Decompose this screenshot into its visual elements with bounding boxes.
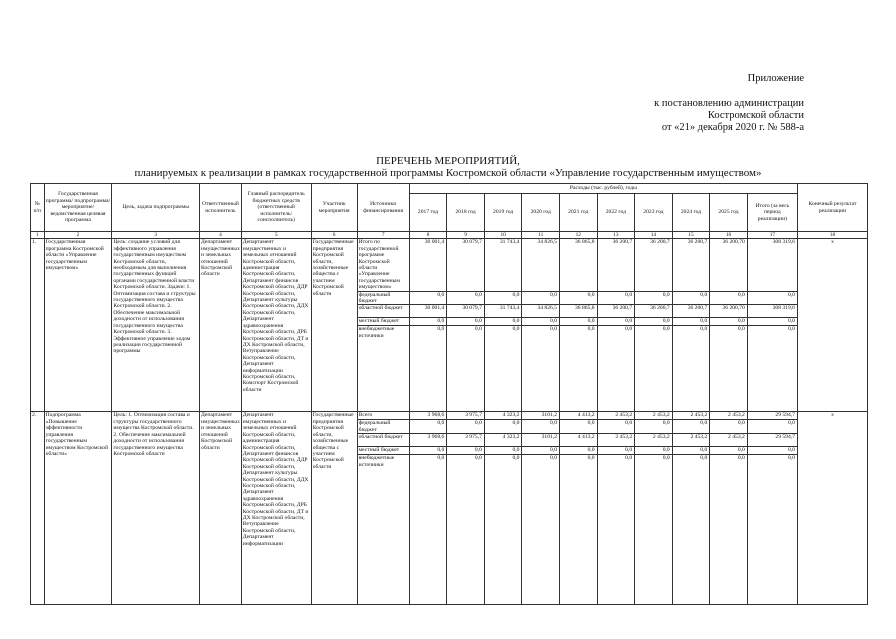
row-number: 1. [31, 239, 45, 412]
value-cell: 2 453,2 [597, 412, 635, 420]
row-goal: Цель: создание условий для эффективного управления государственным имуществом Костромской области, необходимым для выполнения государственных функций органами государственной власти Костромской области. Задачи: 1. Оптимизация состава и структуры государственного имущества Костромской области. 2. Обеспечение максимальной доходности от использования государственного имущества Костромской области. 3. Эффективное управление ходом реализации государственной программы [112, 239, 200, 412]
total-cell: 308 319,6 [747, 305, 797, 318]
source-cell: внебюджетные источники [357, 455, 409, 605]
value-cell: 0,0 [522, 420, 560, 434]
value-cell: 36 200,7 [597, 239, 635, 291]
document-title: ПЕРЕЧЕНЬ МЕРОПРИЯТИЙ, [376, 155, 520, 167]
total-cell: 0,0 [747, 447, 797, 455]
value-cell: 0,0 [484, 447, 522, 455]
total-cell: 0,0 [747, 455, 797, 605]
value-cell: 0,0 [522, 455, 560, 605]
value-cell: 0,0 [484, 420, 522, 434]
value-cell: 3 968,6 [409, 434, 447, 447]
row-executor: Департамент имущественных и земельных отношений Костромской области [200, 239, 242, 412]
col-total: Итого (за весь период реализации) [747, 194, 797, 232]
total-cell: 308 319,6 [747, 239, 797, 291]
value-cell: 0,0 [710, 318, 748, 326]
value-cell: 0,0 [484, 455, 522, 605]
col-number: 12 [560, 232, 598, 239]
table-row [31, 412, 868, 420]
col-year: 2018 год [447, 194, 485, 232]
value-cell: 36 200,70 [710, 239, 748, 291]
value-cell: 0,0 [597, 318, 635, 326]
source-cell: областной бюджет [357, 434, 409, 447]
value-cell: 0,0 [409, 318, 447, 326]
value-cell: 30 001,4 [409, 239, 447, 291]
value-cell: 0,0 [672, 455, 710, 605]
value-cell: 3101,2 [522, 434, 560, 447]
value-cell: 0,0 [484, 318, 522, 326]
value-cell: 36 865,8 [560, 239, 598, 291]
appendix-label: Приложение [747, 73, 804, 84]
total-cell: 0,0 [747, 420, 797, 434]
col-year: 2021 год [560, 194, 598, 232]
value-cell: 0,0 [484, 326, 522, 412]
col-result: Конечный результат реализации [797, 184, 867, 232]
col-expenses-group: Расходы (тыс. рублей), годы [409, 184, 797, 194]
decree-line-1: к постановлению администрации [654, 98, 804, 109]
value-cell: 2 453,2 [710, 412, 748, 420]
value-cell: 2 453,2 [710, 434, 748, 447]
value-cell: 0,0 [522, 318, 560, 326]
value-cell: 4 323,2 [484, 412, 522, 420]
row-result: x [797, 412, 867, 605]
total-cell: 29 594,7 [747, 412, 797, 420]
value-cell: 3 968,6 [409, 412, 447, 420]
value-cell: 0,0 [672, 291, 710, 305]
source-cell: федеральный бюджет [357, 291, 409, 305]
row-participants: Государственные предприятия Костромской области, хозяйственные общества с участием Костромской области [311, 412, 357, 605]
value-cell: 0,0 [597, 326, 635, 412]
value-cell: 31 743,4 [484, 305, 522, 318]
col-number: 7 [357, 232, 409, 239]
value-cell: 0,0 [409, 447, 447, 455]
measures-table [30, 183, 868, 605]
decree-date-line: от «21» декабря 2020 г. № 588-а [661, 122, 804, 133]
value-cell: 30 001,4 [409, 305, 447, 318]
value-cell: 0,0 [635, 318, 673, 326]
col-year: 2019 год [484, 194, 522, 232]
col-participants: Участник мероприятия [311, 184, 357, 232]
value-cell: 31 743,4 [484, 239, 522, 291]
value-cell: 34 826,5 [522, 239, 560, 291]
value-cell: 36 200,7 [635, 239, 673, 291]
value-cell: 0,0 [409, 326, 447, 412]
source-cell: федеральный бюджет [357, 420, 409, 434]
value-cell: 0,0 [672, 447, 710, 455]
value-cell: 0,0 [484, 291, 522, 305]
value-cell: 0,0 [409, 455, 447, 605]
value-cell: 36 200,7 [672, 305, 710, 318]
value-cell: 0,0 [447, 291, 485, 305]
value-cell: 36 865,8 [560, 305, 598, 318]
value-cell: 4 413,2 [560, 434, 598, 447]
value-cell: 2 453,2 [597, 434, 635, 447]
value-cell: 0,0 [710, 420, 748, 434]
value-cell: 2 453,2 [672, 434, 710, 447]
col-number: 9 [447, 232, 485, 239]
col-year: 2022 год [597, 194, 635, 232]
value-cell: 0,0 [560, 420, 598, 434]
col-goal: Цель, задача подпрограммы [112, 184, 200, 232]
value-cell: 36 200,70 [710, 305, 748, 318]
value-cell: 0,0 [635, 326, 673, 412]
value-cell: 4 323,2 [484, 434, 522, 447]
value-cell: 4 413,2 [560, 412, 598, 420]
col-manager: Главный распорядитель бюджетных средств (ответственный исполнитель/ соисполнитель) [241, 184, 311, 232]
value-cell: 0,0 [560, 447, 598, 455]
row-program: Подпрограмма «Повышение эффективности управления государственным имуществом Костромской области» [44, 412, 112, 605]
row-result: x [797, 239, 867, 412]
value-cell: 3 975,7 [447, 412, 485, 420]
row-program: Государственная программа Костромской области «Управление государственным имуществом» [44, 239, 112, 412]
value-cell: 0,0 [710, 447, 748, 455]
column-numbers-row [31, 232, 868, 239]
value-cell: 0,0 [710, 455, 748, 605]
value-cell: 0,0 [447, 447, 485, 455]
col-number: 11 [522, 232, 560, 239]
source-cell: местный бюджет [357, 447, 409, 455]
value-cell: 36 200,7 [672, 239, 710, 291]
value-cell: 3101,2 [522, 412, 560, 420]
col-number: 8 [409, 232, 447, 239]
value-cell: 36 200,7 [597, 305, 635, 318]
col-program: Государственная программа/ подпрограмма/мероприятие/ ведомственная целевая программа [44, 184, 112, 232]
value-cell: 0,0 [522, 291, 560, 305]
value-cell: 0,0 [409, 420, 447, 434]
col-number: 15 [672, 232, 710, 239]
col-executor: Ответственный исполнитель [200, 184, 242, 232]
source-cell: Всего [357, 412, 409, 420]
col-year: 2023 год [635, 194, 673, 232]
col-year: 2020 год [522, 194, 560, 232]
total-cell: 0,0 [747, 326, 797, 412]
value-cell: 0,0 [560, 318, 598, 326]
col-number: 16 [710, 232, 748, 239]
value-cell: 0,0 [672, 420, 710, 434]
value-cell: 36 200,7 [635, 305, 673, 318]
value-cell: 0,0 [447, 455, 485, 605]
value-cell: 0,0 [447, 326, 485, 412]
value-cell: 2 453,2 [635, 434, 673, 447]
col-number: 4 [200, 232, 242, 239]
col-number: 3 [112, 232, 200, 239]
value-cell: 0,0 [447, 318, 485, 326]
col-number: 13 [597, 232, 635, 239]
value-cell: 0,0 [597, 447, 635, 455]
value-cell: 0,0 [710, 326, 748, 412]
col-sources: Источники финансирования [357, 184, 409, 232]
row-executor: Департамент имущественных и земельных отношений Костромской области [200, 412, 242, 605]
value-cell: 0,0 [635, 447, 673, 455]
source-cell: Итого по государственной программе Костромской области «Управление государственным имуществом» [357, 239, 409, 291]
col-number: 1 [31, 232, 45, 239]
value-cell: 0,0 [409, 291, 447, 305]
col-year: 2017 год [409, 194, 447, 232]
col-number: 6 [311, 232, 357, 239]
value-cell: 0,0 [672, 318, 710, 326]
col-number: 17 [747, 232, 797, 239]
value-cell: 0,0 [635, 455, 673, 605]
row-number: 2. [31, 412, 45, 605]
value-cell: 0,0 [447, 420, 485, 434]
source-cell: областной бюджет [357, 305, 409, 318]
value-cell: 0,0 [522, 447, 560, 455]
value-cell: 0,0 [635, 420, 673, 434]
value-cell: 0,0 [560, 291, 598, 305]
row-participants: Государственные предприятия Костромской области, хозяйственные общества с участием Костромской области [311, 239, 357, 412]
value-cell: 3 975,7 [447, 434, 485, 447]
value-cell: 0,0 [560, 455, 598, 605]
col-no: № п/п [31, 184, 45, 232]
value-cell: 0,0 [710, 291, 748, 305]
total-cell: 0,0 [747, 318, 797, 326]
col-number: 18 [797, 232, 867, 239]
source-cell: внебюджетные источники [357, 326, 409, 412]
value-cell: 30 079,7 [447, 305, 485, 318]
document-subtitle: планируемых к реализации в рамках государственной программы Костромской области «Управление государственным имуществом» [134, 167, 762, 179]
value-cell: 0,0 [635, 291, 673, 305]
row-goal: Цель: 1. Оптимизация состава и структуры государственного имущества Костромской области. 2. Обеспечение максимальной доходности от использования государственного имущества Костромской области [112, 412, 200, 605]
value-cell: 0,0 [597, 291, 635, 305]
value-cell: 0,0 [597, 455, 635, 605]
value-cell: 0,0 [522, 326, 560, 412]
table-row [31, 239, 868, 291]
value-cell: 0,0 [560, 326, 598, 412]
value-cell: 2 453,2 [635, 412, 673, 420]
col-year: 2024 год [672, 194, 710, 232]
total-cell: 0,0 [747, 291, 797, 305]
col-number: 10 [484, 232, 522, 239]
col-number: 2 [44, 232, 112, 239]
source-cell: местный бюджет [357, 318, 409, 326]
value-cell: 34 826,5 [522, 305, 560, 318]
row-manager: Департамент имущественных и земельных отношений Костромской области, администрация Костромской области, Департамент финансов Костромской области, ДДР Костромской области, Департамент культуры Костромской области, ДДХ Костромской области, Департамент здравоохранения Костромской области, ДРБ Костромской области, ДТ и ДХ Костромской области, Ветуправление Костромской области, Департамент информатизации Костромской области, Комспорт Костромской области [241, 239, 311, 412]
value-cell: 2 453,2 [672, 412, 710, 420]
col-number: 14 [635, 232, 673, 239]
value-cell: 30 079,7 [447, 239, 485, 291]
col-year: 2025 год [710, 194, 748, 232]
value-cell: 0,0 [597, 420, 635, 434]
row-manager: Департамент имущественных и земельных отношений Костромской области, администрация Костромской области, Департамент финансов Костромской области, ДДР Костромской области, Департамент культуры Костромской области, ДДХ Костромской области, Департамент здравоохранения Костромской области, ДРБ Костромской области, ДТ и ДХ Костромской области, Ветуправление Костромской области, Департамент информатизации [241, 412, 311, 605]
total-cell: 29 594,7 [747, 434, 797, 447]
col-number: 5 [241, 232, 311, 239]
value-cell: 0,0 [672, 326, 710, 412]
decree-line-2: Костромской области [707, 110, 804, 121]
